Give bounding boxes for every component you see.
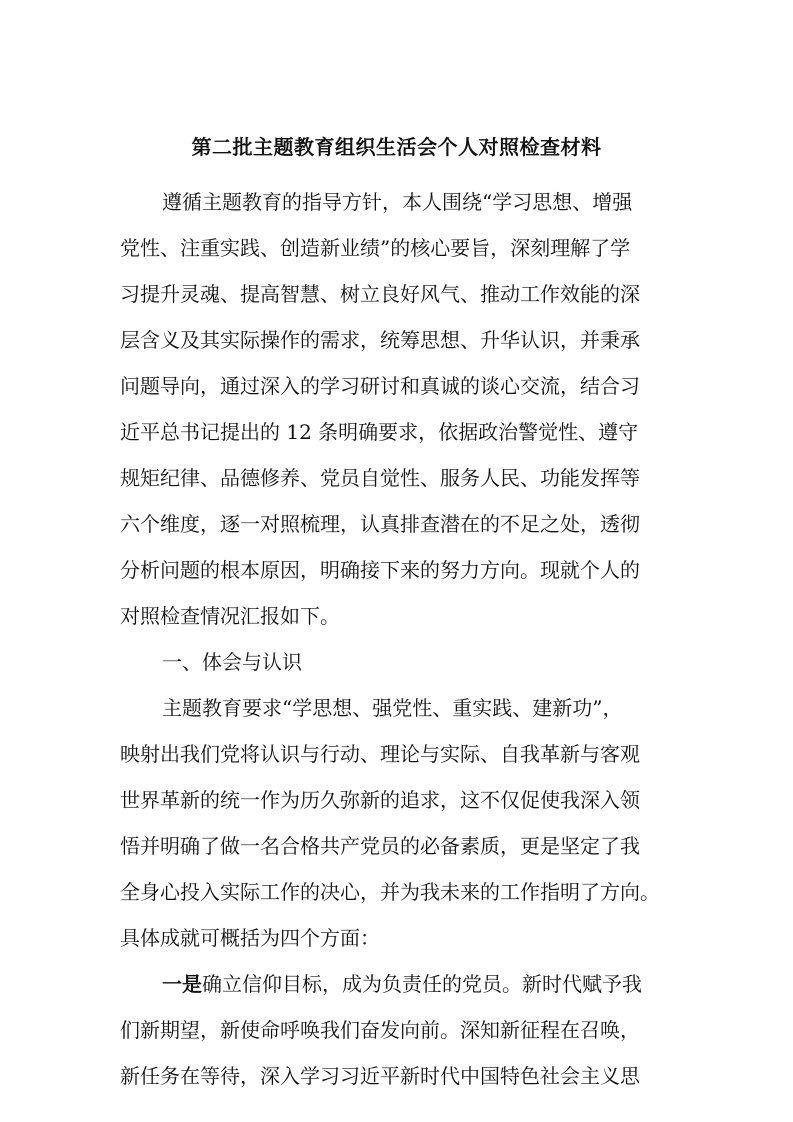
intro-line-6: 近平总书记提出的 12 条明确要求，依据政治警觉性、遵守 xyxy=(120,420,639,444)
intro-line-4: 层含义及其实际操作的需求，统筹思想、升华认识，并秉承 xyxy=(120,328,640,352)
section-line-3: 世界革新的统一作为历久弥新的追求，这不仅促使我深入领 xyxy=(120,788,640,812)
intro-line-5: 问题导向，通过深入的学习研讨和真诚的谈心交流，结合习 xyxy=(120,374,640,398)
intro-line-9: 分析问题的根本原因，明确接下来的努力方向。现就个人的 xyxy=(120,558,640,582)
document-title: 第二批主题教育组织生活会个人对照检查材料 xyxy=(191,135,602,159)
intro-line-3: 习提升灵魂、提高智慧、树立良好风气、推动工作效能的深 xyxy=(120,282,640,306)
intro-line-10: 对照检查情况汇报如下。 xyxy=(120,604,340,628)
intro-line-8: 六个维度，逐一对照梳理，认真排查潜在的不足之处，透彻 xyxy=(120,512,640,536)
section-heading: 一、体会与认识 xyxy=(162,650,302,674)
point-line-2: 们新期望，新使命呼唤我们奋发向前。深知新征程在召唤， xyxy=(120,1018,640,1042)
point-line-1 xyxy=(162,972,762,996)
section-line-1: 主题教育要求“学思想、强党性、重实践、建新功”， xyxy=(162,696,623,720)
section-line-2: 映射出我们党将认识与行动、理论与实际、自我革新与客观 xyxy=(120,742,640,766)
intro-line-7: 规矩纪律、品德修养、党员自觉性、服务人民、功能发挥等 xyxy=(120,466,640,490)
section-line-6: 具体成就可概括为四个方面： xyxy=(120,926,380,950)
section-line-5: 全身心投入实际工作的决心，并为我未来的工作指明了方向。 xyxy=(120,880,660,904)
intro-line-2: 党性、注重实践、创造新业绩”的核心要旨，深刻理解了学 xyxy=(120,236,631,260)
point-line-1-text: 确立信仰目标，成为负责任的党员。新时代赋予我 xyxy=(202,972,642,996)
intro-line-1: 遵循主题教育的指导方针，本人围绕“学习思想、增强 xyxy=(162,190,633,214)
section-line-4: 悟并明确了做一名合格共产党员的必备素质，更是坚定了我 xyxy=(120,834,640,858)
point-line-3: 新任务在等待，深入学习习近平新时代中国特色社会主义思 xyxy=(120,1064,640,1088)
point-lead: 一是 xyxy=(162,972,202,996)
